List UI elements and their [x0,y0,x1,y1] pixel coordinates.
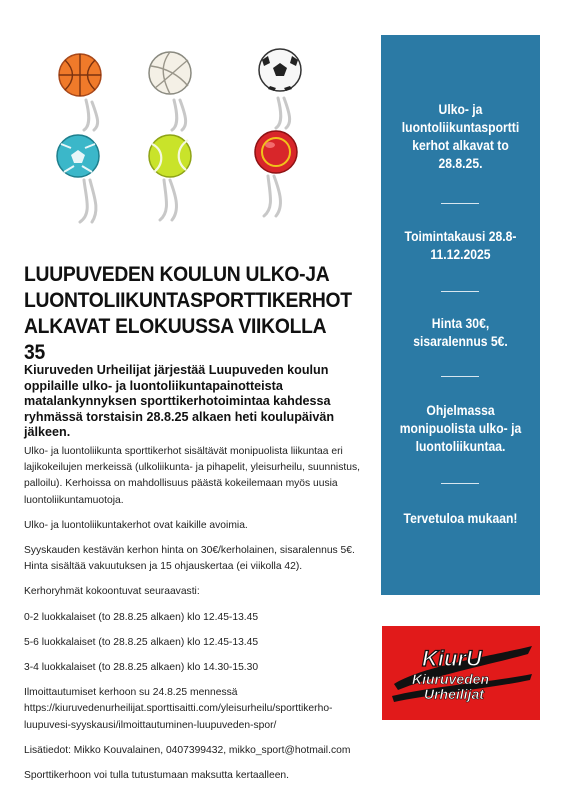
price-paragraph: Syyskauden kestävän kerhon hinta on 30€/kerholainen, sisaralennus 5€. Hinta sisältää vakuutuksen ja 15 ohjauskertaa (ei viikolla 42). [24,545,355,573]
volleyball-icon [149,52,191,94]
tennis-ball-icon [149,135,191,177]
logo-line-2: Urheilijat [424,686,484,702]
trial-paragraph: Sporttikerhoon voi tulla tutustumaan maksutta kertaalleen. [24,770,290,782]
page-title [24,262,352,366]
logo-line-1: Kiuruveden [412,671,490,687]
body-text [24,444,360,793]
red-ball-icon [255,131,297,173]
info-sidebar [381,35,540,595]
title-line-1: LUUPUVEDEN KOULUN ULKO-JA [24,263,330,286]
sidebar-divider [441,291,479,292]
group-item: 0-2 luokkalaiset (to 28.8.25 alkaen) klo 12.45-13.45 [24,611,259,623]
sidebar-divider [441,483,479,484]
lead-paragraph: Kiuruveden Urheilijat järjestää Luupuveden koulun oppilaille ulko- ja luontoliikuntapainotteista matalankynnyksen sporttikerhotoimintaa kahdessa ryhmässä torstaisin 28.8.25 alkaen heti koulupäivän jälkeen. [24,363,335,439]
sidebar-welcome-text: Tervetuloa mukaan! [403,511,518,526]
group-item: 5-6 luokkalaiset (to 28.8.25 alkaen) klo 12.45-13.45 [24,636,259,648]
sidebar-divider [441,203,479,204]
logo-short-text: KiurU [422,646,482,671]
title-line-3: ALKAVAT ELOKUUSSA VIIKOLLA 35 [24,315,326,364]
open-to-all-paragraph: Ulko- ja luontoliikuntakerhot ovat kaikille avoimia. [24,519,248,531]
group-item: 3-4 luokkalaiset (to 28.8.25 alkaen) klo 14.30-15.30 [24,662,259,674]
handball-icon [57,135,99,177]
description-paragraph: Ulko- ja luontoliikunta sporttikerhot sisältävät monipuolista liikuntaa eri lajikokeilujen merkeissä (ulkoliikunta- ja pihapelit, yleisurheilu, suunnistus, palloilu). Kerhoissa on mahdollisuus päästä kokeilemaan myös uusia luontoliikuntamuotoja. [24,446,360,506]
basketball-icon [59,54,101,96]
registration-paragraph: Ilmoittautumiset kerhoon su 24.8.25 mennessä https://kiuruvedenurheilijat.sporttisaitti.com/yleisurheilu/sporttikerho-luupuvesi-syyskausi/ilmoittautuminen-luupuveden-spor/ [24,687,333,731]
soccer-ball-icon [259,49,301,91]
sidebar-season-text: Toimintakausi 28.8-11.12.2025 [404,229,517,262]
sidebar-divider [441,376,479,377]
sidebar-program-text: Ohjelmassa monipuolista ulko- ja luontoliikuntaa. [399,403,522,454]
kiuru-logo [382,626,540,720]
groups-intro: Kerhoryhmät kokoontuvat seuraavasti: [24,586,200,598]
title-line-2: LUONTOLIIKUNTASPORTTIKERHOT [24,289,352,312]
sidebar-start-text: Ulko- ja luontoliikuntasportti kerhot alkavat to 28.8.25. [401,102,520,171]
contact-paragraph: Lisätiedot: Mikko Kouvalainen, 0407399432, mikko_sport@hotmail.com [24,744,351,756]
bouncing-balls-illustration [30,30,350,250]
sidebar-price-text: Hinta 30€, sisaralennus 5€. [413,316,508,349]
